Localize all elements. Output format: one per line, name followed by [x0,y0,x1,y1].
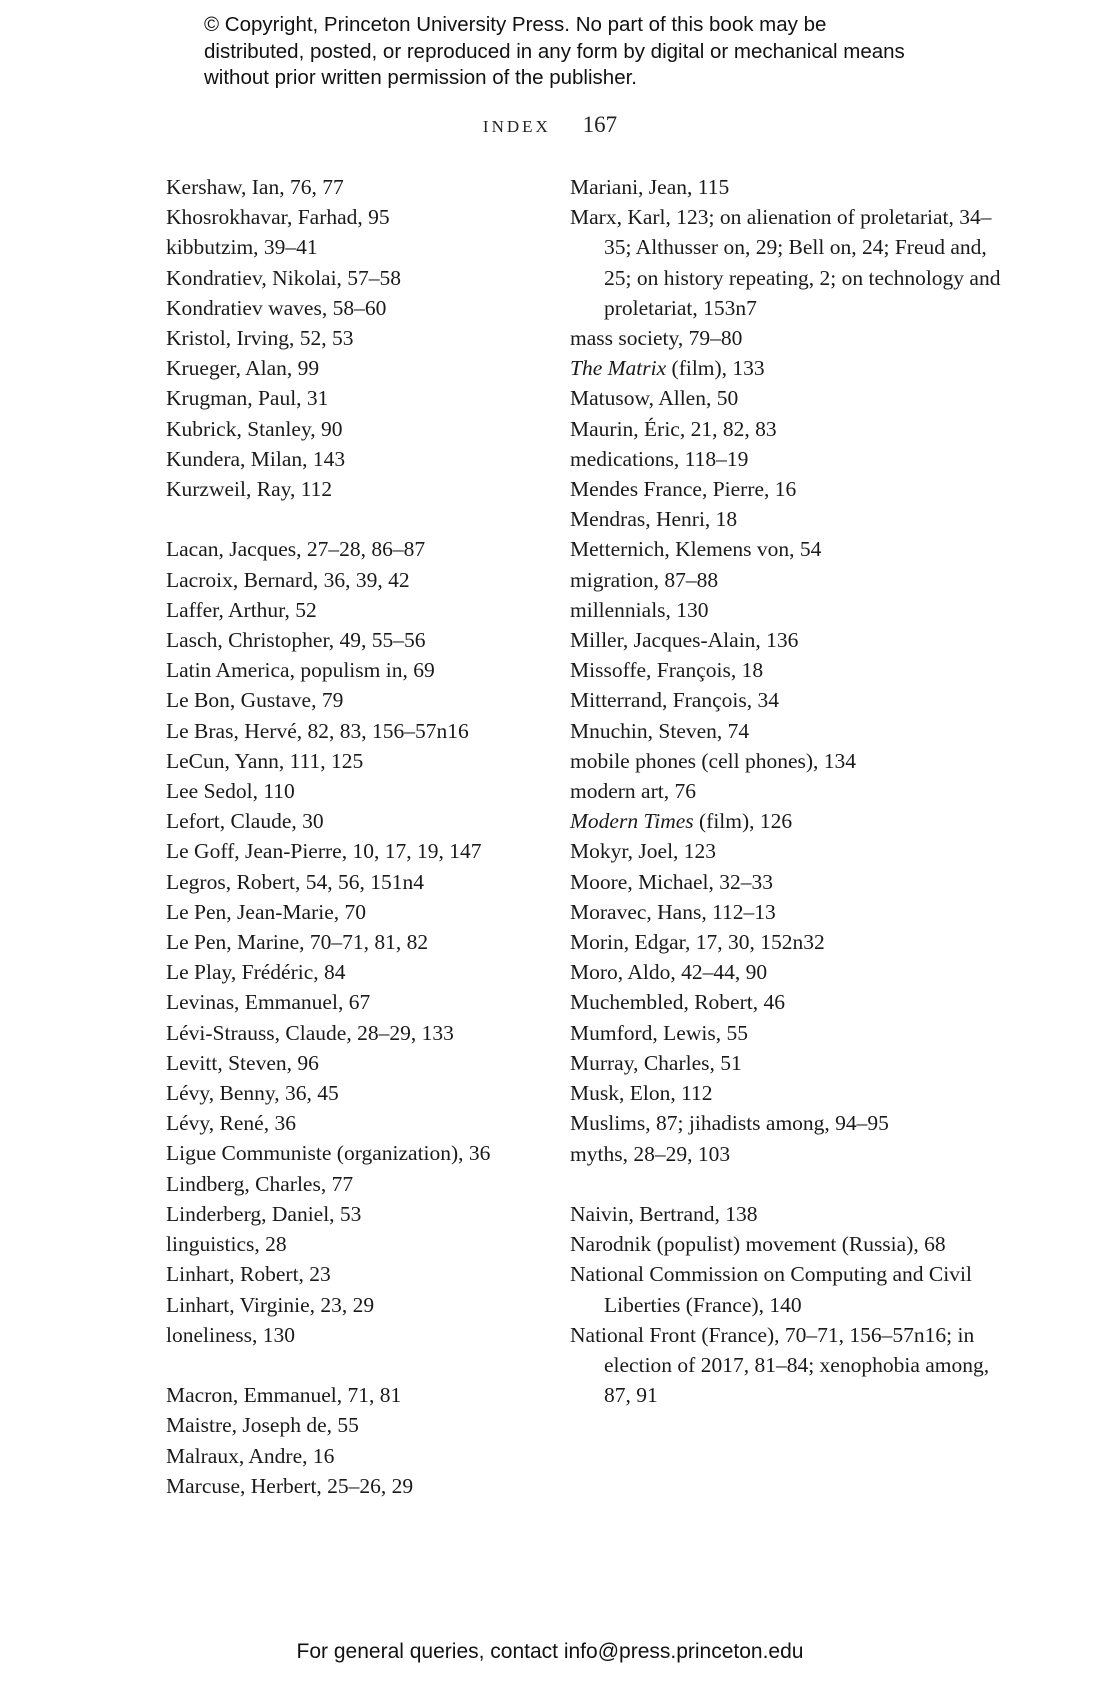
index-entry: Lacroix, Bernard, 36, 39, 42 [166,567,410,592]
index-entry: Matusow, Allen, 50 [570,386,739,411]
index-entry: medications, 118–19 [570,446,749,471]
index-entry: Metternich, Klemens von, 54 [570,537,822,562]
index-entry: Mariani, Jean, 115 [570,175,730,199]
index-entry: loneliness, 130 [166,1322,295,1347]
index-entry: Kondratiev waves, 58–60 [166,295,387,320]
footer-contact: For general queries, contact info@press.princeton.edu [296,1640,804,1663]
index-entry: Latin America, populism in, 69 [166,658,435,683]
index-entry: Missoffe, François, 18 [570,658,764,683]
index-entry: Lévy, René, 36 [166,1111,296,1136]
index-entry: Krugman, Paul, 31 [166,386,329,411]
index-entry: millennials, 130 [570,597,709,622]
running-head-label: INDEX [482,117,551,136]
index-entry: Lacan, Jacques, 27–28, 86–87 [166,537,426,562]
index-entry: linguistics, 28 [166,1232,287,1257]
index-entry: Marcuse, Herbert, 25–26, 29 [166,1473,414,1498]
index-entry: myths, 28–29, 103 [570,1141,731,1166]
index-entry: Levinas, Emmanuel, 67 [166,990,371,1015]
index-entry: Le Bras, Hervé, 82, 83, 156–57n16 [166,718,469,743]
running-head [0,112,1100,138]
index-entry: Lee Sedol, 110 [166,779,295,804]
index-entry: Kondratiev, Nikolai, 57–58 [166,265,402,290]
index-entry: Musk, Elon, 112 [570,1081,713,1106]
copyright-notice: © Copyright, Princeton University Press. No part of this book may be distributed, posted, or reproduced in any form by digital or mechanical means without prior written permission of the publisher. [204,13,905,89]
index-entry: Linhart, Virginie, 23, 29 [166,1292,375,1317]
index-entry: Levitt, Steven, 96 [166,1050,319,1075]
index-entry: Lindberg, Charles, 77 [166,1171,354,1196]
index-entry: Malraux, Andre, 16 [166,1443,335,1468]
index-entry [570,353,1010,383]
index-entry: Kurzweil, Ray, 112 [166,477,333,502]
index-entry: Legros, Robert, 54, 56, 151n4 [166,869,424,894]
index-entry: Lévi-Strauss, Claude, 28–29, 133 [166,1020,454,1045]
index-entry: Moravec, Hans, 112–13 [570,899,776,924]
index-entry: Narodnik (populist) movement (Russia), 68 [570,1232,946,1257]
index-entry: Le Play, Frédéric, 84 [166,960,346,985]
index-column-left [166,172,606,1501]
letter-group-gap [166,504,606,534]
index-entry: Muslims, 87; jihadists among, 94–95 [570,1111,889,1136]
letter-group-gap [166,1350,606,1380]
index-column-right [570,172,1010,1410]
index-entry: Linderberg, Daniel, 53 [166,1201,362,1226]
index-entry: Le Goff, Jean-Pierre, 10, 17, 19, 147 [166,839,482,864]
index-entry: Lasch, Christopher, 49, 55–56 [166,628,426,653]
index-entry-locator: (film), 133 [666,356,765,381]
index-entry: Kershaw, Ian, 76, 77 [166,175,344,199]
index-entry: Ligue Communiste (organization), 36 [166,1141,491,1166]
index-entry: Lévy, Benny, 36, 45 [166,1081,339,1106]
page-number: 167 [582,112,618,137]
index-entry: Marx, Karl, 123; on alienation of proletariat, 34–35; Althusser on, 29; Bell on, 24; Freud and, 25; on history repeating, 2; on technology and proletariat, 153n7 [570,205,1001,320]
index-entry: mass society, 79–80 [570,326,743,351]
index-entry: Mokyr, Joel, 123 [570,839,717,864]
index-entry: modern art, 76 [570,779,696,804]
index-entry-title: Modern Times [570,809,694,834]
index-entry: Murray, Charles, 51 [570,1050,742,1075]
index-entry: Khosrokhavar, Farhad, 95 [166,205,390,230]
index-entry: Linhart, Robert, 23 [166,1262,331,1287]
index-entry: Mnuchin, Steven, 74 [570,718,750,743]
index-entry: National Commission on Computing and Civil Liberties (France), 140 [570,1262,972,1317]
index-entry: Le Bon, Gustave, 79 [166,688,344,713]
index-entry: Le Pen, Marine, 70–71, 81, 82 [166,930,429,955]
index-entry: Lefort, Claude, 30 [166,809,324,834]
index-entry: Mumford, Lewis, 55 [570,1020,748,1045]
index-entry: mobile phones (cell phones), 134 [570,748,857,773]
index-entry-title: The Matrix [570,356,667,381]
index-entry: Kristol, Irving, 52, 53 [166,326,354,351]
index-entry: kibbutzim, 39–41 [166,235,318,260]
index-entry: Mitterrand, François, 34 [570,688,779,713]
index-entry: Moro, Aldo, 42–44, 90 [570,960,768,985]
index-entry: Morin, Edgar, 17, 30, 152n32 [570,930,825,955]
index-entry [570,806,1010,836]
index-entry: Laffer, Arthur, 52 [166,597,317,622]
index-entry: Maistre, Joseph de, 55 [166,1413,359,1438]
letter-group-gap [570,1169,1010,1199]
index-entry: Miller, Jacques-Alain, 136 [570,628,799,653]
index-entry: migration, 87–88 [570,567,719,592]
index-entry: Naivin, Bertrand, 138 [570,1201,758,1226]
index-entry: Kubrick, Stanley, 90 [166,416,343,441]
index-entry: Kundera, Milan, 143 [166,446,346,471]
index-entry: Macron, Emmanuel, 71, 81 [166,1383,402,1408]
index-entry: Krueger, Alan, 99 [166,356,320,381]
index-entry: Mendras, Henri, 18 [570,507,738,532]
index-entry-locator: (film), 126 [693,809,793,834]
index-entry: Mendes France, Pierre, 16 [570,477,797,502]
index-entry: Moore, Michael, 32–33 [570,869,774,894]
index-entry: Le Pen, Jean-Marie, 70 [166,899,366,924]
index-entry: Maurin, Éric, 21, 82, 83 [570,416,777,441]
index-entry: Muchembled, Robert, 46 [570,990,785,1015]
index-entry: LeCun, Yann, 111, 125 [166,748,364,773]
index-entry: National Front (France), 70–71, 156–57n16; in election of 2017, 81–84; xenophobia among, 87, 91 [570,1322,990,1408]
